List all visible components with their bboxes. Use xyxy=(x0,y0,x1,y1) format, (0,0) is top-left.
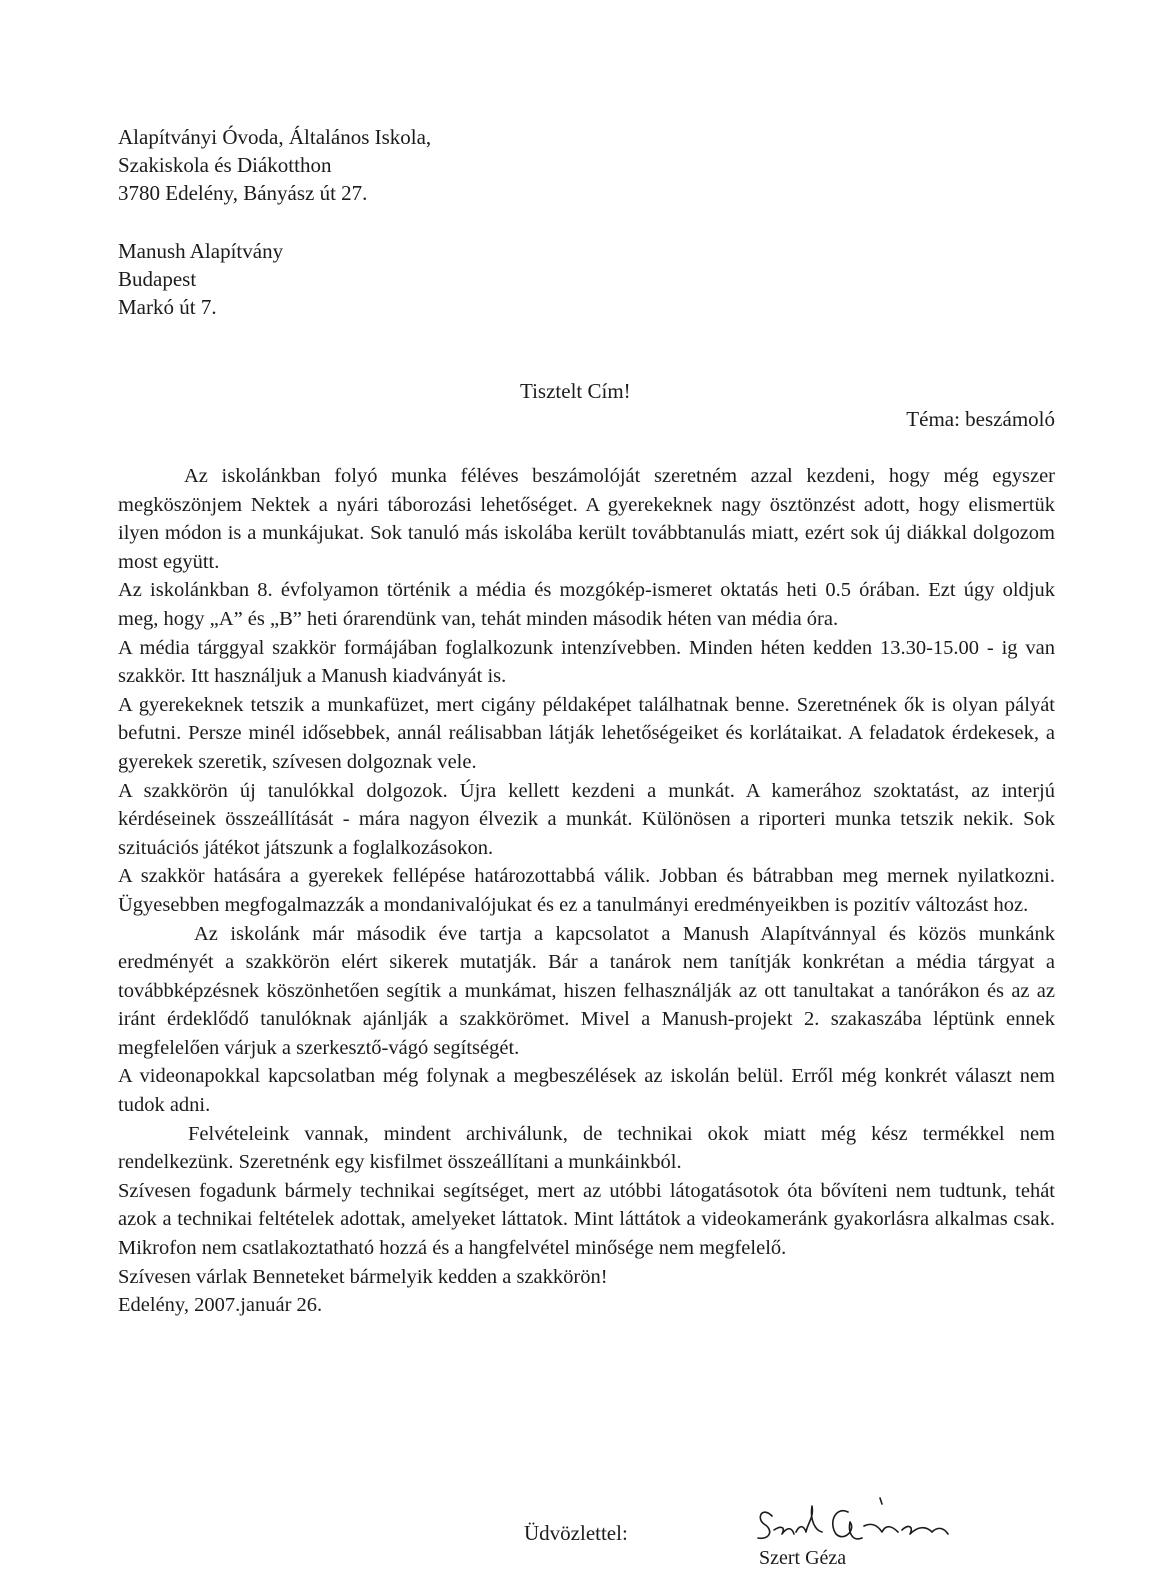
recipient-address xyxy=(118,237,283,321)
body-paragraph: A média tárggyal szakkör formájában foglalkozunk intenzívebben. Minden héten kedden 13.30-15.00 - ig van szakkör. Itt használjuk a Manush kiadványát is. xyxy=(118,636,1055,688)
body-paragraph: Felvételeink vannak, mindent archiválunk, de technikai okok miatt még kész termékkel nem rendelkezünk. Szeretnénk egy kisfilmet összeállítani a munkáinkból. xyxy=(118,1122,1055,1174)
handwritten-signature xyxy=(752,1496,962,1544)
body-paragraph: A videonapokkal kapcsolatban még folynak a megbeszélések az iskolán belül. Erről még konkrét választ nem tudok adni. xyxy=(118,1065,1055,1117)
salutation: Tisztelt Cím! xyxy=(520,379,631,403)
sender-line-3: 3780 Edelény, Bányász út 27. xyxy=(118,181,368,205)
body-paragraph: A gyerekeknek tetszik a munkafüzet, mert cigány példaképet találhatnak benne. Szeretnének ők is olyan pályát befutni. Persze minél idősebbek, annál reálisabban látják lehetőségeiket és korlátaikat. A feladatok érdekesek, a gyerekek szeretik, szívesen dolgoznak vele. xyxy=(118,693,1055,773)
sender-line-2: Szakiskola és Diákotthon xyxy=(118,153,332,177)
body-paragraph: Az iskolánk már második éve tartja a kapcsolatot a Manush Alapítvánnyal és közös munkánk eredményét a szakkörön elért sikerek mutatják. Bár a tanárok nem tanítják konkrétan a média tárgyat a továbbképzésnek köszönhetően segítik a munkámat, hiszen felhasználják az ott tanultakat a tanórákon és az az iránt érdeklődő tanulóknak ajánlják a szakkörömet. Mivel a Manush-projekt 2. szakaszába léptünk ennek megfelelően várjuk a szerkesztő-vágó segítségét. xyxy=(118,922,1055,1059)
date-line: Edelény, 2007.január 26. xyxy=(118,1294,323,1317)
sender-line-1: Alapítványi Óvoda, Általános Iskola, xyxy=(118,125,432,149)
signer-name: Szert Géza xyxy=(759,1547,847,1569)
body-paragraph: Szívesen fogadunk bármely technikai segítséget, mert az utóbbi látogatásotok óta bővíteni nem tudtunk, tehát azok a technikai feltételek adottak, amelyeket láttatok. Mint láttátok a videokameránk gyakorlásra alkalmas csak. Mikrofon nem csatlakoztatható hozzá és a hangfelvétel minősége nem megfelelő. xyxy=(118,1179,1055,1260)
recipient-line-3: Markó út 7. xyxy=(118,295,217,319)
body-paragraph: Az iskolánkban folyó munka féléves beszámolóját szeretném azzal kezdeni, hogy még egyszer megköszönjem Nektek a nyári táborozási lehetőséget. A gyerekeknek nagy ösztönzést adott, hogy elismertük ilyen módon is a munkájukat. Sok tanuló más iskolába került továbbtanulás miatt, ezért sok új diákkal dolgozom most együtt. xyxy=(118,465,1055,573)
body-paragraph: Szívesen várlak Benneteket bármelyik kedden a szakkörön! xyxy=(118,1265,608,1288)
sender-address xyxy=(118,123,431,207)
topic-line: Téma: beszámoló xyxy=(906,407,1055,431)
recipient-line-1: Manush Alapítvány xyxy=(118,239,284,263)
recipient-line-2: Budapest xyxy=(118,267,197,291)
body-paragraph: A szakkörön új tanulókkal dolgozok. Újra kellett kezdeni a munkát. A kamerához szoktatást, az interjú kérdéseinek összeállítását - mára nagyon élvezik a munkát. Különösen a riporteri munka tetszik nekik. Sok szituációs játékot játszunk a foglalkozásokon. xyxy=(118,779,1055,859)
body-paragraph: Az iskolánkban 8. évfolyamon történik a média és mozgókép-ismeret oktatás heti 0.5 órában. Ezt úgy oldjuk meg, hogy „A” és „B” heti órarendünk van, tehát minden második héten van média óra. xyxy=(118,579,1055,630)
letter-body xyxy=(118,462,1055,1320)
body-paragraph: A szakkör hatására a gyerekek fellépése határozottabbá válik. Jobban és bátrabban meg mernek nyilatkozni. Ügyesebben megfogalmazzák a mondanivalójukat és ez a tanulmányi eredményeikben is pozitív változást hoz. xyxy=(118,865,1055,916)
closing-greeting: Üdvözlettel: xyxy=(524,1521,628,1545)
